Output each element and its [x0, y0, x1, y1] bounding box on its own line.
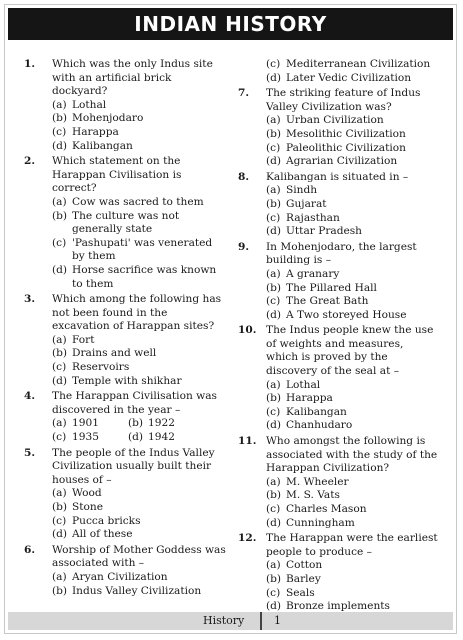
answer-option — [52, 585, 228, 599]
option-letter: (d) — [128, 431, 144, 444]
option-letter: (d) — [266, 308, 282, 321]
question-number: 7. — [238, 87, 250, 100]
answer-option — [52, 431, 128, 445]
option-letter: (c) — [52, 514, 67, 527]
option-text: The culture was not generally state — [72, 209, 180, 236]
answer-option — [266, 282, 438, 296]
option-letter: (c) — [266, 211, 281, 224]
page-header — [8, 8, 453, 40]
option-text: Cow was sacred to them — [72, 195, 204, 208]
option-text: Barley — [286, 572, 321, 585]
option-letter: (b) — [266, 572, 282, 585]
option-text: The Pillared Hall — [286, 281, 377, 294]
option-text: Harappa — [286, 392, 333, 405]
answer-option — [266, 198, 438, 212]
option-letter: (d) — [52, 263, 68, 276]
option-letter: (d) — [266, 516, 282, 529]
option-letter: (c) — [52, 431, 67, 444]
option-text: Sindh — [286, 184, 318, 197]
option-letter: (d) — [52, 374, 68, 387]
question-item — [238, 324, 438, 433]
option-text: Mesolithic Civilization — [286, 127, 406, 140]
option-text: 1942 — [148, 431, 175, 444]
option-letter: (d) — [52, 139, 68, 152]
option-letter: (d) — [266, 71, 282, 84]
question-item — [24, 155, 228, 291]
option-letter: (b) — [52, 501, 68, 513]
option-text: All of these — [72, 528, 133, 541]
question-text: The Indus people knew the use of weights and measures, which is proved by the discovery of the seal at – — [266, 324, 434, 378]
option-letter: (a) — [52, 417, 67, 430]
question-item — [24, 544, 228, 598]
answer-option — [52, 515, 228, 529]
question-item — [238, 532, 438, 614]
option-letter: (c) — [266, 586, 281, 599]
option-letter: (b) — [52, 347, 68, 360]
footer-divider — [260, 612, 262, 630]
question-text: Who amongst the following is associated with the study of the Harappan Civilization? — [266, 435, 438, 475]
answer-option — [266, 503, 438, 517]
option-text: Bronze implements — [286, 600, 390, 613]
option-letter: (c) — [52, 361, 67, 374]
answer-option — [52, 99, 228, 113]
answer-option — [266, 419, 438, 433]
option-text: Lothal — [72, 98, 107, 111]
option-text: Chanhudaro — [286, 419, 353, 432]
question-text: The people of the Indus Valley Civilization usually built their houses of – — [52, 446, 215, 486]
question-item — [24, 58, 228, 153]
left-column — [24, 58, 228, 600]
question-item — [24, 447, 228, 542]
answer-option — [52, 334, 228, 348]
answer-option — [52, 126, 228, 140]
question-item — [238, 87, 438, 169]
option-text: Temple with shikhar — [72, 374, 182, 387]
option-letter: (c) — [266, 141, 281, 154]
option-text: Rajasthan — [286, 211, 340, 224]
option-letter: (c) — [266, 58, 281, 70]
option-text: M. S. Vats — [286, 489, 340, 502]
option-letter: (a) — [52, 333, 67, 346]
question-item — [24, 390, 228, 444]
question-text: In Mohenjodaro, the largest building is – — [266, 240, 417, 267]
answer-option — [52, 501, 228, 515]
option-letter: (c) — [266, 295, 281, 308]
option-text: 1901 — [72, 417, 99, 430]
option-text: Pucca bricks — [72, 514, 141, 527]
answer-option — [266, 184, 438, 198]
answer-option — [128, 417, 204, 431]
answer-option — [266, 392, 438, 406]
answer-option — [266, 406, 438, 420]
option-text: Harappa — [72, 125, 119, 138]
answer-option — [52, 347, 228, 361]
option-text: Mohenjodaro — [72, 112, 144, 125]
answer-option-row — [52, 417, 228, 431]
option-letter: (c) — [52, 125, 67, 138]
option-text: M. Wheeler — [286, 475, 349, 488]
answer-option — [266, 268, 438, 282]
option-text: Uttar Pradesh — [286, 225, 363, 238]
question-item — [238, 241, 438, 323]
answer-option — [128, 431, 204, 445]
option-text: Stone — [72, 501, 103, 513]
answer-option — [266, 517, 438, 531]
question-text: Which was the only Indus site with an artificial brick dockyard? — [52, 58, 213, 98]
answer-option — [266, 476, 438, 490]
option-letter: (a) — [52, 98, 67, 111]
page-title: INDIAN HISTORY — [134, 12, 327, 36]
option-letter: (b) — [266, 127, 282, 140]
answer-option — [266, 142, 438, 156]
question-number: 11. — [238, 435, 257, 448]
option-letter: (a) — [266, 114, 281, 127]
option-letter: (d) — [266, 419, 282, 432]
option-letter: (b) — [266, 392, 282, 405]
answer-option — [52, 112, 228, 126]
option-text: Wood — [72, 487, 102, 500]
option-letter: (b) — [52, 209, 68, 222]
answer-option — [266, 559, 438, 573]
question-number: 8. — [238, 170, 250, 183]
option-text: Mediterranean Civilization — [286, 58, 431, 70]
option-text: Gujarat — [286, 197, 327, 210]
option-text: 'Pashupati' was venerated by them — [72, 236, 213, 263]
answer-option — [266, 295, 438, 309]
answer-option — [266, 155, 438, 169]
option-letter: (a) — [52, 487, 67, 500]
option-letter: (b) — [266, 281, 282, 294]
option-text: Fort — [72, 333, 95, 346]
question-number: 3. — [24, 293, 36, 306]
question-text: The Harappan Civilisation was discovered in the year – — [52, 390, 217, 416]
option-text: Kalibangan — [286, 405, 347, 418]
option-text: Seals — [286, 586, 315, 599]
question-number: 2. — [24, 155, 36, 168]
option-text: The Great Bath — [286, 295, 369, 308]
question-text: The Harappan were the earliest people to produce – — [266, 532, 438, 558]
answer-option — [52, 264, 228, 291]
option-text: A granary — [286, 267, 340, 280]
answer-option — [52, 237, 228, 264]
answer-option — [266, 587, 438, 601]
option-text: A Two storeyed House — [286, 308, 407, 321]
option-text: Urban Civilization — [286, 114, 384, 127]
option-letter: (a) — [266, 475, 281, 488]
question-text: Which statement on the Harappan Civilisation is correct? — [52, 155, 182, 195]
question-item — [24, 293, 228, 388]
option-letter: (d) — [266, 155, 282, 168]
option-text: Agrarian Civilization — [286, 155, 398, 168]
answer-option — [52, 487, 228, 501]
option-letter: (a) — [266, 184, 281, 197]
option-letter: (d) — [266, 225, 282, 238]
answer-option — [52, 528, 228, 542]
option-letter: (b) — [128, 417, 144, 430]
right-column — [238, 58, 438, 616]
answer-option — [52, 571, 228, 585]
option-text: Later Vedic Civilization — [286, 71, 412, 84]
option-letter: (a) — [266, 378, 281, 391]
option-letter: (b) — [266, 489, 282, 502]
page-number: 1 — [274, 614, 281, 627]
question-text: The striking feature of Indus Valley Civilization was? — [266, 87, 421, 113]
answer-option — [52, 210, 228, 237]
option-letter: (c) — [52, 236, 67, 249]
question-number: 1. — [24, 58, 36, 70]
option-letter: (d) — [266, 600, 282, 613]
option-text: 1922 — [148, 417, 175, 430]
answer-option — [52, 140, 228, 154]
option-letter: (a) — [266, 559, 281, 572]
option-letter: (d) — [52, 528, 68, 541]
answer-option — [52, 417, 128, 431]
option-letter: (c) — [266, 503, 281, 515]
question-item — [238, 171, 438, 239]
question-number: 10. — [238, 324, 257, 337]
page-footer — [8, 612, 453, 630]
option-text: Kalibangan — [72, 139, 133, 152]
answer-option — [266, 114, 438, 128]
answer-option — [266, 225, 438, 239]
answer-option — [52, 361, 228, 375]
option-letter: (b) — [52, 584, 68, 597]
answer-option — [266, 379, 438, 393]
option-letter: (a) — [266, 267, 281, 280]
option-text: Cunningham — [286, 516, 355, 529]
question-number: 9. — [238, 240, 250, 253]
question-text: Which among the following has not been found in the excavation of Harappan sites? — [52, 293, 222, 333]
footer-subject: History — [203, 614, 245, 627]
answer-option — [266, 128, 438, 142]
option-text: 1935 — [72, 431, 99, 444]
option-text: Drains and well — [72, 347, 157, 360]
answer-option — [266, 58, 438, 72]
answer-option — [266, 573, 438, 587]
option-letter: (a) — [52, 570, 67, 583]
answer-option — [52, 196, 228, 210]
option-letter: (b) — [266, 197, 282, 210]
answer-option — [266, 489, 438, 503]
option-text: Reservoirs — [72, 361, 130, 374]
question-number: 4. — [24, 390, 36, 403]
answer-option — [266, 72, 438, 86]
option-text: Lothal — [286, 378, 321, 391]
question-number: 5. — [24, 446, 36, 459]
option-text: Horse sacrifice was known to them — [72, 263, 217, 290]
answer-option — [266, 212, 438, 226]
option-text: Cotton — [286, 559, 323, 572]
option-letter: (b) — [52, 112, 68, 125]
option-text: Charles Mason — [286, 503, 367, 515]
question-number: 12. — [238, 532, 257, 545]
option-letter: (a) — [52, 195, 67, 208]
option-text: Paleolithic Civilization — [286, 141, 406, 154]
question-text: Kalibangan is situated in – — [266, 170, 409, 183]
question-item — [238, 435, 438, 530]
question-text: Worship of Mother Goddess was associated with – — [52, 543, 226, 570]
answer-option-row — [52, 431, 228, 445]
option-letter: (c) — [266, 405, 281, 418]
option-text: Aryan Civilization — [72, 570, 168, 583]
answer-option — [52, 375, 228, 389]
question-number: 6. — [24, 543, 36, 556]
answer-option — [266, 309, 438, 323]
question-item — [238, 58, 438, 85]
option-text: Indus Valley Civilization — [72, 584, 202, 597]
